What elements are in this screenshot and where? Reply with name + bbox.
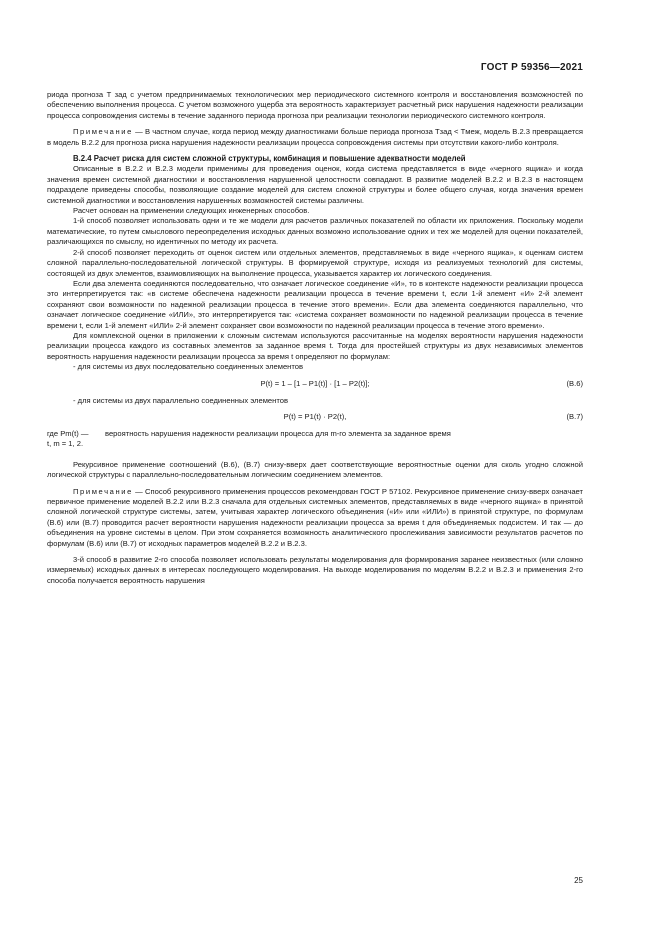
paragraph-method-1: 1-й способ позволяет использовать одни и те же модели для расчетов различных показателей по области их приложения. Поскольку модели математические, то путем смыслового переопределения исходных данных возможно использование одних и тех же моделей для оценки показателей, различающихся по смыслу, но идентичных по методу их расчета. (47, 216, 583, 247)
where-line-2: t, m = 1, 2. (47, 439, 84, 449)
where-text: вероятность нарушения надежности реализации процесса для m-го элемента за заданное время (105, 428, 451, 438)
paragraph-logic-connection: Если два элемента соединяются последовательно, что означает логическое соединение «И», то в контексте надежности реализации процесса это интерпретируется так: «в системе обеспечена надежности реализации процесса в течение времени t, если 1-й элемент «И» 2-й элемент сохраняют свои возможности по надежной реализации процесса в течение этого времени». Если два элемента соединяются параллельно, что означает логическое соединение «ИЛИ», это интерпретируется так: «система сохраняет возможности по надежной реализации процесса в течение времени t, если 1-й элемент «ИЛИ» 2-й элемент сохраняет свои возможности по надежной реализации процесса в течение этого времени». (47, 278, 583, 330)
section-heading: В.2.4 Расчет риска для систем сложной структуры, комбинация и повышение адекватности моделей (73, 154, 466, 164)
formula-b6 (47, 379, 583, 390)
document-header: ГОСТ Р 59356—2021 (480, 62, 583, 73)
note-1 (47, 127, 583, 148)
paragraph-method-2: 2-й способ позволяет переходить от оценок систем или отдельных элементов, представляемых в виде «черного ящика», к оценкам систем сложной параллельно-последовательной логической структуры. В формируемой структуре, исходя из реализуемых технологий для системы, состоящей из двух элементов, взаимовлияющих на выполнение процесса, указывается характер их логического соединения. (47, 247, 583, 278)
list-item-serial: - для системы из двух последовательно соединенных элементов (73, 362, 304, 372)
list-item-parallel: - для системы из двух параллельно соединенных элементов (73, 395, 288, 405)
paragraph-continuation: риода прогноза T зад с учетом предпринимаемых технологических мер периодического системного контроля и восстановления возможностей по обеспечению выполнения процесса. С учетом возможного ущерба эта вероятность характеризует расчетный риск нарушения надежности реализации процесса сопровождения системы в течение заданного периода прогноза при реализации технологии периодического системного контроля. (47, 90, 583, 120)
page-content (47, 90, 583, 586)
note-2-text: — Способ рекурсивного применения процессов рекомендован ГОСТ Р 57102. Рекурсивное применение снизу-вверх означает первичное применение моделей В.2.2 или В.2.3 сначала для отдельных системных элементов, представляемых в виде «черного ящика» в принятой сложной логической структуре системы, затем, учитывая характер логического объединения («И» или «ИЛИ») в принятой структуре, по формулам (В.6) или (В.7) проводится расчет вероятности нарушения надежности реализации процесса за время t для объединяемых подсистем. И так — до объединения на уровне системы в целом. При этом сохраняется возможность аналитического прослеживания зависимости результатов расчетов по формулам (В.6) или (В.7) от исходных параметров моделей В.2.2 и В.2.3. (47, 486, 583, 548)
formula-b7 (47, 412, 583, 423)
paragraph-recursive: Рекурсивное применение соотношений (В.6), (В.7) снизу-вверх дает соответствующие вероятностные оценки для сколь угодно сложной логической структуры с параллельно-последовательным логическим соединением элементов. (47, 459, 583, 480)
note-2 (47, 487, 583, 549)
formula-b7-number: (В.7) (566, 411, 583, 421)
formula-b7-expression: P(t) = P1(t) · P2(t), (283, 411, 347, 421)
note-1-text: — В частном случае, когда период между диагностиками больше периода прогноза Tзад < Tмеж, модель В.2.3 превращается в модель В.2.2 для прогноза риска нарушения надежности реализации процесса сопровождения системы при отсутствии какого-либо контроля. (47, 127, 583, 147)
formula-b6-number: (В.6) (566, 378, 583, 388)
paragraph-calc-basis: Расчет основан на применении следующих инженерных способов. (73, 206, 310, 216)
where-clause (47, 429, 583, 439)
paragraph-complex-assessment: Для комплексной оценки в приложении к сложным системам используются рассчитанные на моделях вероятности нарушения надежности реализации процесса каждого из составных элементов за заданное время t. Тогда для простейшей структуры из двух независимых элементов вероятность нарушения надежности реализации процесса за время t определяют по формулам: (47, 330, 583, 361)
page-number: 25 (574, 876, 583, 885)
formula-b6-expression: P(t) = 1 – [1 – P1(t)] · [1 – P2(t)]; (260, 378, 370, 388)
where-label: где Pm(t) — (47, 428, 89, 438)
paragraph-models: Описанные в В.2.2 и В.2.3 модели применимы для проведения оценок, когда система представляется в виде «черного ящика» и когда значения времен системной диагностики и восстановления нарушенной целостности совпадают. В развитие моделей В.2.2 и В.2.3 в настоящем подразделе приведены способы, позволяющие создание моделей для систем сложной структуры и более общего случая, когда значения времен системной диагностики и восстановления нарушенных возможностей системы различны. (47, 164, 583, 205)
paragraph-method-3: 3-й способ в развитие 2-го способа позволяет использовать результаты моделирования для формирования заранее неизвестных (или сложно измеряемых) исходных данных в интересах последующего моделирования. На выходе моделирования по моделям В.2.2 и В.2.3 и применения 2-го способа получается вероятность нарушения (47, 555, 583, 585)
note-1-label: Примечание (73, 127, 133, 137)
note-2-label: Примечание (73, 486, 133, 496)
